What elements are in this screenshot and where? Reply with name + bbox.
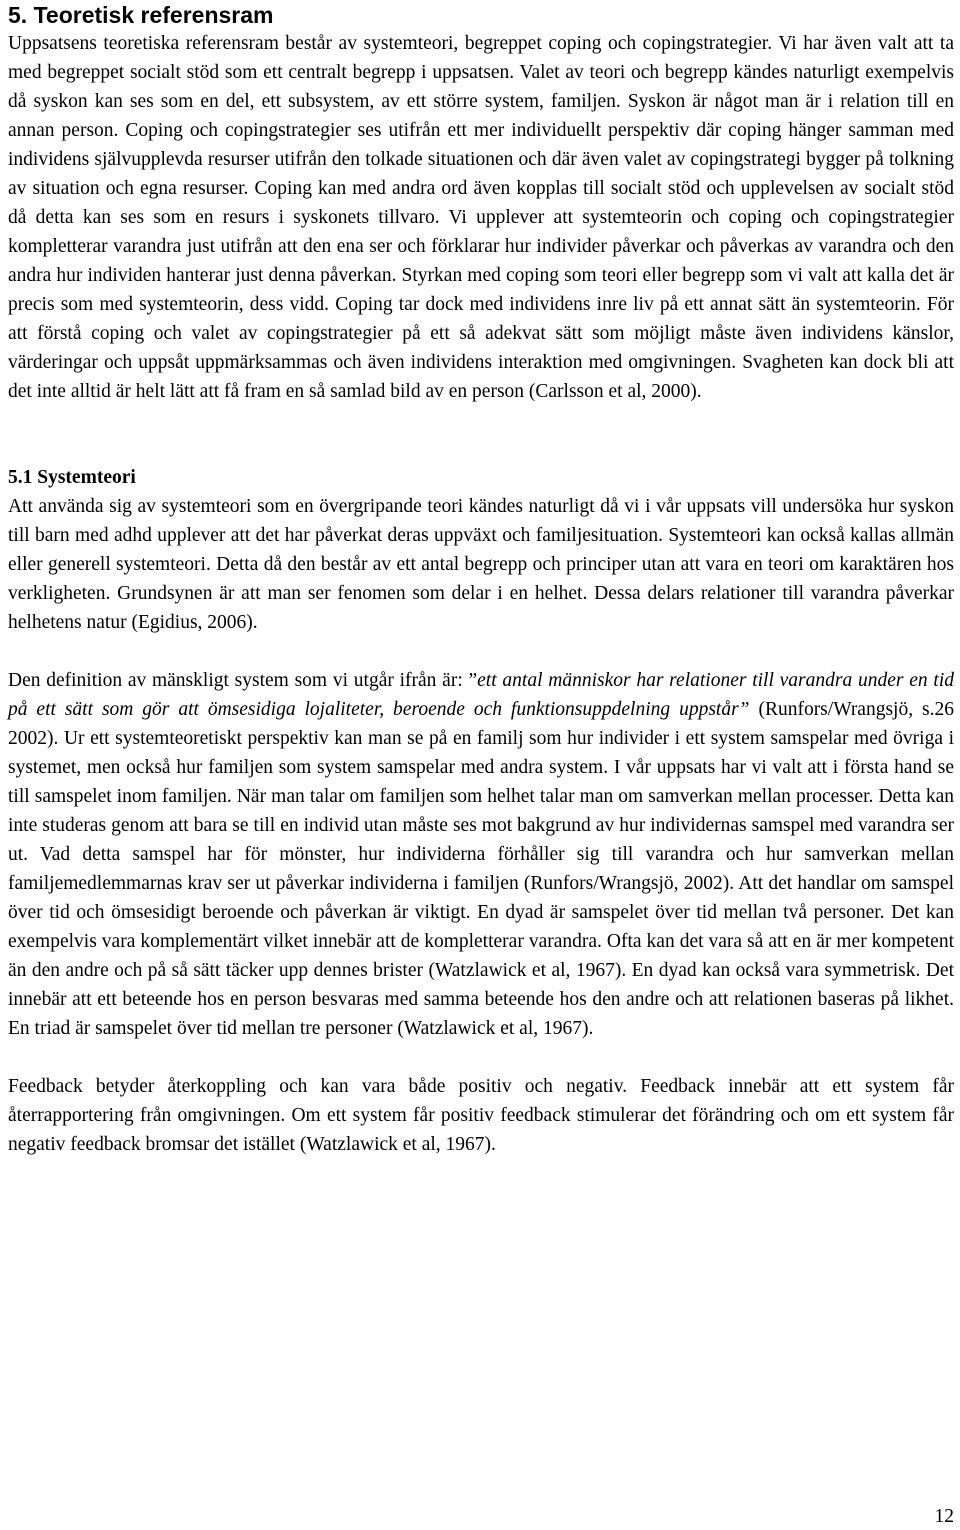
subsection-paragraph-1: Att använda sig av systemteori som en övergripande teori kändes naturligt då vi i vår uppsats vill undersöka hur syskon till barn med adhd upplever att det har påverkat deras uppväxt och familjesituation. Systemteori kan också kallas allmän eller generell systemteori. Detta då den består av ett antal begrepp och principer utan att vara en teori om karaktären hos verkligheten. Grundsynen är att man ser fenomen som delar i en helhet. Dessa delars relationer till varandra påverkar helhetens natur (Egidius, 2006). — [8, 496, 954, 633]
definition-lead: Den definition av mänskligt system som vi utgår ifrån är: ” — [8, 670, 478, 691]
section-paragraph: Uppsatsens teoretiska referensram består av systemteori, begreppet coping och copingstrategier. Vi har även valt att ta med begreppet socialt stöd som ett centralt begrepp i uppsatsen. Valet av teori och begrepp kändes naturligt exempelvis då syskon kan ses som en del, ett subsystem, av ett större system, familjen. Syskon är något man är i relation till en annan person. Coping och copingstrategier ses utifrån ett mer individuellt perspektiv där coping hänger samman med individens självupplevda resurser utifrån den tolkade situationen och där även valet av copingstrategi bygger på tolkning av situation och egna resurser. Coping kan med andra ord även kopplas till socialt stöd och upplevelsen av socialt stöd då detta kan ses som en resurs i syskonets tillvaro. Vi upplever att systemteorin och coping och copingstrategier kompletterar varandra just utifrån att den ena ser och förklarar hur individer påverkar och påverkas av varandra och den andra hur individen hanterar just denna påverkan. Styrkan med coping som teori eller begrepp som vi valt att kalla det är precis som med systemteorin, dess vidd. Coping tar dock med individens inre liv på ett annat sätt än systemteorin. För att förstå coping och valet av copingstrategier på ett så adekvat sätt som möjligt måste även individens känslor, värderingar och uppsåt uppmärksammas och även individens interaktion med omgivningen. Svagheten kan dock bli att det inte alltid är helt lätt att få fram en så samlad bild av en person (Carlsson et al, 2000). — [8, 33, 954, 402]
subsection-paragraph-2 — [8, 666, 954, 1043]
definition-rest: (Runfors/Wrangsjö, s.26 2002). Ur ett systemteoretiskt perspektiv kan man se på en familj som hur individer i ett system samspelar med övriga i systemet, men också hur familjen som system samspelar med andra system. I vår uppsats har vi valt att i första hand se till samspelet inom familjen. När man talar om familjen som helhet talar man om samverkan mellan processer. Detta kan inte studeras genom att bara se till en individ utan måste ses mot bakgrund av hur individernas samspel med varandra ser ut. Vad detta samspel har för mönster, hur individerna förhåller sig till varandra och hur samverkan mellan familjemedlemmarnas krav ser ut påverkar individerna i familjen (Runfors/Wrangsjö, 2002). Att det handlar om samspel över tid och ömsesidigt beroende och påverkan är viktigt. En dyad är samspelet över tid mellan två personer. Det kan exempelvis vara komplementärt vilket innebär att de kompletterar varandra. Ofta kan det vara så att en är mer kompetent än den andre och på så sätt täcker upp dennes brister (Watzlawick et al, 1967). En dyad kan också vara symmetrisk. Det innebär att ett beteende hos en person besvaras med samma beteende hos den andre och att relationen baseras på likhet. En triad är samspelet över tid mellan tre personer (Watzlawick et al, 1967). — [8, 699, 954, 1039]
spacer — [8, 637, 954, 666]
page-number: 12 — [934, 1506, 954, 1527]
subsection-title: Systemteori — [37, 467, 136, 488]
subsection-number: 5.1 — [8, 467, 33, 488]
document-page — [8, 0, 954, 1159]
section-heading: 5. Teoretisk referensram — [8, 2, 274, 28]
subsection-heading — [8, 463, 954, 492]
subsection-paragraph-3: Feedback betyder återkoppling och kan vara både positiv och negativ. Feedback innebär att ett system får återrapportering från omgivningen. Om ett system får positiv feedback stimulerar det förändring och om ett system får negativ feedback bromsar det istället (Watzlawick et al, 1967). — [8, 1076, 954, 1155]
spacer — [8, 406, 954, 463]
spacer — [8, 1043, 954, 1072]
definition-quote: ett antal människor har relationer till varandra under en tid på ett sätt som gör att ömsesidiga lojaliteter, beroende och funktionsuppdelning uppstår” — [8, 670, 954, 720]
